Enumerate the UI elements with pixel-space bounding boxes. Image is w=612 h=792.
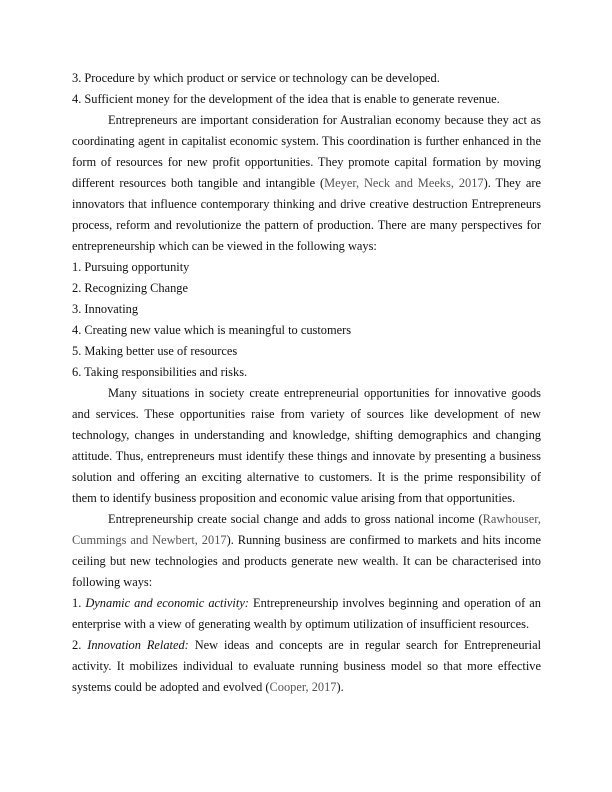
list-item: 2. Recognizing Change [72,281,188,295]
list-item: 6. Taking responsibilities and risks. [72,365,248,379]
paragraph-entrepreneurs: Entrepreneurs are important consideration for Australian economy because they act as coordinating agent in capitalist economic system. This coordination is further enhanced in the form of resources for new profit opportunities. They promote capital formation by moving different resources both tangible and intangible (Meyer, Neck and Meeks, 2017). They are innovators that influence contemporary thinking and drive creative destruction Entrepreneurs process, reform and revolutionize the pattern of production. There are many perspectives for entrepreneurship which can be viewed in the following ways: [72,113,541,253]
list-item-term: Innovation Related: [87,638,189,652]
list-item-term: Dynamic and economic activity: [85,596,249,610]
paragraph-social-change: Entrepreneurship create social change and adds to gross national income (Rawhouser, Cummings and Newbert, 2017). Running business are confirmed to markets and hits income ceiling but new technologies and products generate new wealth. It can be characterised into following ways: [72,512,541,589]
citation: Cooper, 2017 [269,680,337,694]
citation: Meyer, Neck and Meeks, 2017 [324,176,484,190]
list-item: 2. Innovation Related: New ideas and concepts are in regular search for Entrepreneurial activity. It mobilizes individual to evaluate running business model so that more effective systems could be adopted and evolved (Cooper, 2017). [72,638,542,694]
citation: Rawhouser, Cummings and Newbert, 2017 [72,512,541,547]
document-page [72,68,541,698]
list-item: 4. Creating new value which is meaningful to customers [72,323,352,337]
list-item: 3. Procedure by which product or service or technology can be developed. [72,71,440,85]
list-item: 4. Sufficient money for the development of the idea that is enable to generate revenue. [72,92,500,106]
list-item: 5. Making better use of resources [72,344,238,358]
list-item: 3. Innovating [72,302,139,316]
list-item: 1. Pursuing opportunity [72,260,190,274]
list-item: 1. Dynamic and economic activity: Entrepreneurship involves beginning and operation of an enterprise with a view of generating wealth by optimum utilization of insufficient resources. [72,596,541,631]
paragraph-opportunities: Many situations in society create entrepreneurial opportunities for innovative goods and services. These opportunities raise from variety of sources like development of new technology, changes in understanding and knowledge, shifting demographics and changing attitude. Thus, entrepreneurs must identify these things and innovate by presenting a business solution and offering an exciting alternative to customers. It is the prime responsibility of them to identify business proposition and economic value arising from that opportunities. [72,386,541,505]
